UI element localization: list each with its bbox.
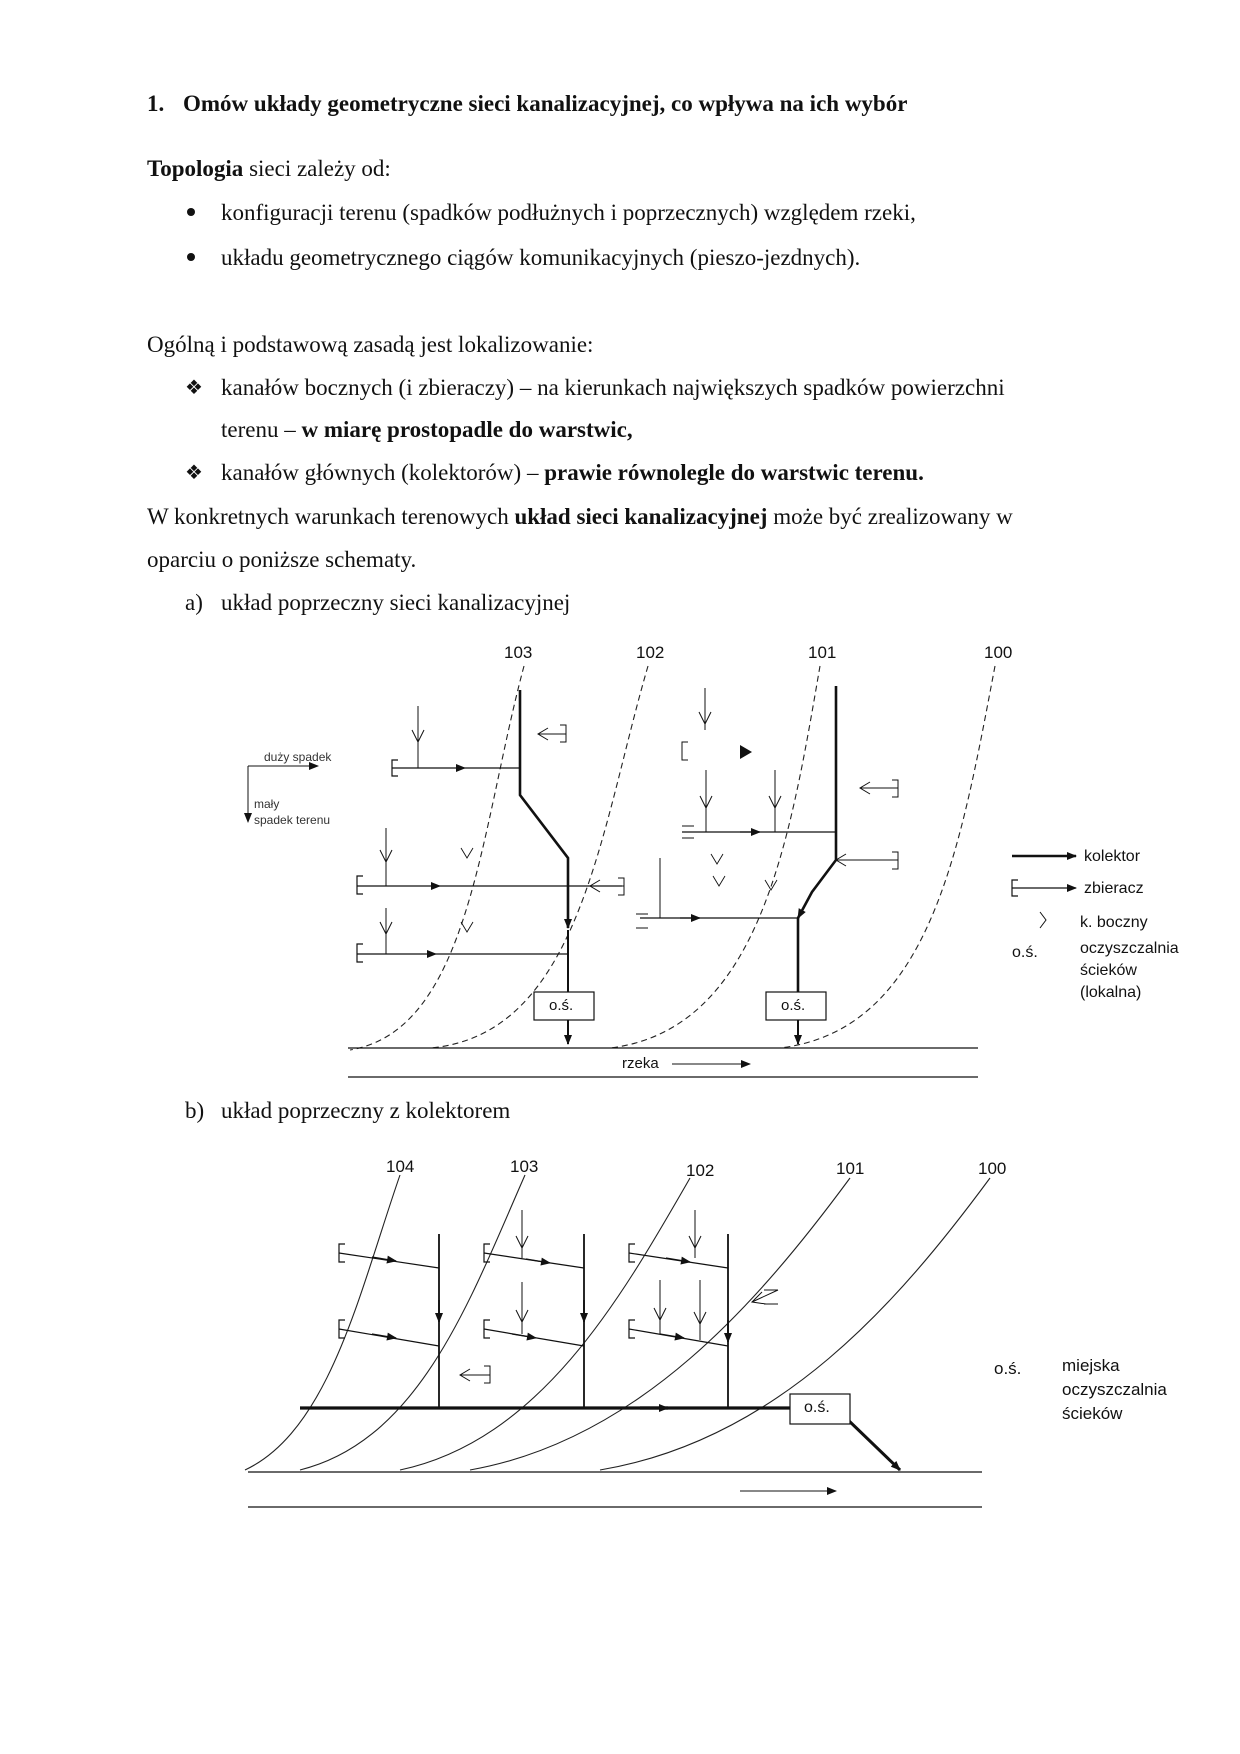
plant-label: o.ś. [781, 997, 806, 1014]
contour-label: 101 [836, 1159, 865, 1178]
scheme-a-label: a) [185, 590, 203, 615]
contour-100 [780, 666, 995, 1048]
contour-label: 100 [984, 643, 1013, 662]
rule-bold: prawie równolegle do warstwic terenu. [544, 460, 924, 485]
legend-os-desc: oczyszczalnia [1062, 1380, 1167, 1399]
plant-label: o.ś. [549, 997, 574, 1014]
contour-label: 100 [978, 1159, 1007, 1178]
contour-100 [600, 1178, 990, 1470]
contour-102 [430, 666, 648, 1048]
rule-side-channels: kanałów bocznych (i zbieraczy) – na kierunkach największych spadków powierzchni [221, 375, 1005, 400]
topology-intro-rest: sieci zależy od: [243, 156, 391, 181]
legend-os-desc: (lokalna) [1080, 984, 1142, 1001]
legend-os: o.ś. [1012, 944, 1038, 961]
legend-zbieracz: zbieracz [1084, 880, 1144, 897]
contour-label: 102 [636, 643, 665, 662]
contour-102 [400, 1178, 690, 1470]
slope-small-label: spadek terenu [254, 813, 331, 827]
principle-text: Ogólną i podstawową zasadą jest lokalizowanie: [147, 332, 594, 357]
contour-104 [245, 1175, 400, 1470]
rule-plain: terenu – [221, 417, 302, 442]
contour-label: 103 [510, 1157, 539, 1176]
legend-boczny: k. boczny [1080, 914, 1148, 931]
contour-label: 102 [686, 1161, 715, 1180]
paragraph-line: oparciu o poniższe schematy. [147, 547, 417, 572]
topology-item: konfiguracji terenu (spadków podłużnych i poprzecznych) względem rzeki, [221, 200, 916, 225]
contour-103 [350, 666, 524, 1050]
topology-item: układu geometrycznego ciągów komunikacyjnych (pieszo-jezdnych). [221, 245, 861, 270]
contour-label: 101 [808, 643, 837, 662]
rule-bold: w miarę prostopadle do warstwic, [301, 417, 633, 442]
slope-big-label: duży spadek [264, 750, 332, 764]
para-bold: układ sieci kanalizacyjnej [514, 504, 768, 529]
legend-kolektor: kolektor [1084, 848, 1141, 865]
para-plain: może być zrealizowany w [767, 504, 1013, 529]
legend-os-desc: ścieków [1062, 1404, 1123, 1423]
river-label: rzeka [622, 1055, 659, 1072]
question-number: 1. [147, 91, 165, 116]
contour-label: 103 [504, 643, 533, 662]
contour-label: 104 [386, 1157, 415, 1176]
scheme-a-title: układ poprzeczny sieci kanalizacyjnej [221, 590, 571, 615]
legend-os-desc: miejska [1062, 1356, 1120, 1375]
legend-os: o.ś. [994, 1359, 1022, 1378]
slope-small-label: mały [254, 797, 280, 811]
diamond-bullet-icon: ❖ [185, 462, 203, 484]
topology-term: Topologia [147, 156, 244, 181]
scheme-b-label: b) [185, 1098, 205, 1123]
para-plain: W konkretnych warunkach terenowych [147, 504, 515, 529]
diamond-bullet-icon: ❖ [185, 377, 203, 399]
scheme-b-title: układ poprzeczny z kolektorem [221, 1098, 511, 1123]
plant-label: o.ś. [804, 1399, 830, 1416]
legend-os-desc: oczyszczalnia [1080, 940, 1179, 957]
question-text: Omów układy geometryczne sieci kanalizacyjnej, co wpływa na ich wybór [183, 91, 908, 116]
legend-os-desc: ścieków [1080, 962, 1137, 979]
contour-103 [300, 1175, 525, 1470]
rule-plain: kanałów głównych (kolektorów) – [221, 460, 545, 485]
